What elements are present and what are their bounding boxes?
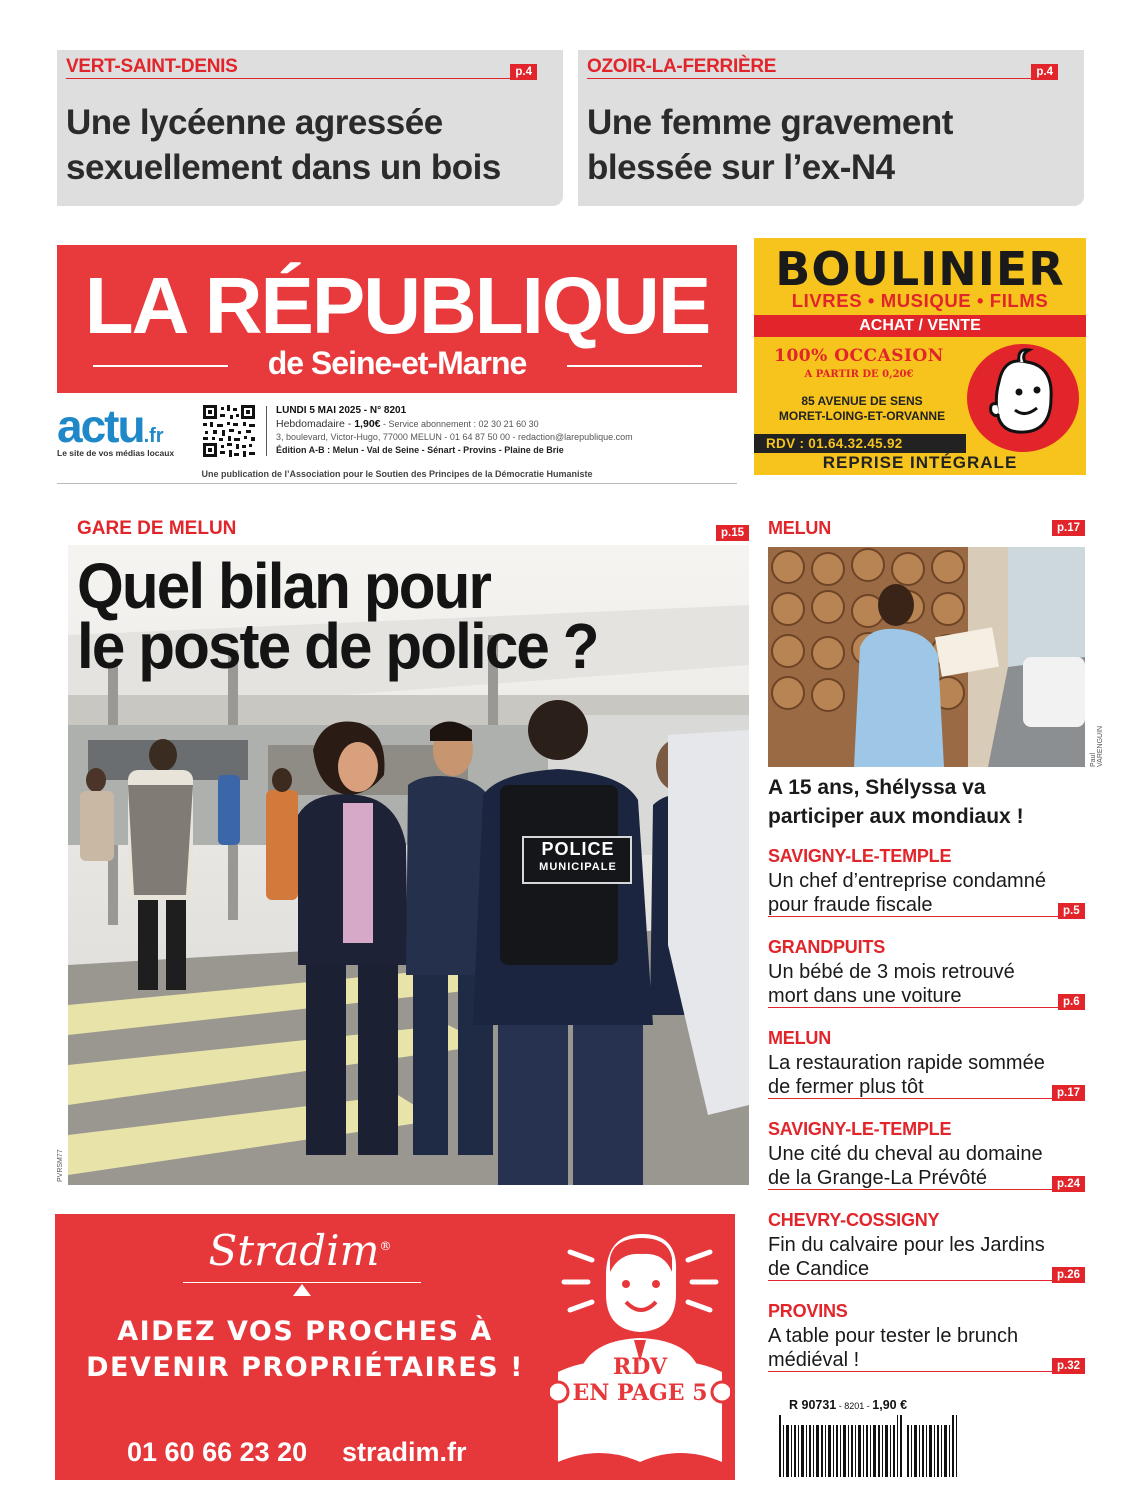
page-ref-badge: p.17: [1052, 1085, 1085, 1101]
brief-kicker: CHEVRY-COSSIGNY: [768, 1210, 940, 1230]
teaser-headline-line: sexuellement dans un bois: [66, 148, 501, 187]
issue-price: 1,90€: [354, 417, 381, 430]
page-ref-badge: p.6: [1058, 994, 1085, 1010]
brief-headline: [768, 960, 1015, 1008]
brief-rule: [768, 1098, 1085, 1099]
boulinier-occasion: 100% OCCASION: [774, 346, 944, 366]
brief-rule: [768, 916, 1085, 917]
issue-frequency: Hebdomadaire -: [276, 417, 355, 430]
boulinier-name: BOULINIER: [775, 242, 1065, 296]
photo-credit: Paul VARENGUIN: [1090, 725, 1104, 767]
brief-rule: [768, 1189, 1085, 1190]
actu-logo-text: actu: [57, 400, 144, 452]
stradim-logo-reg: ®: [379, 1239, 392, 1253]
actu-tagline: Le site de vos médias locaux: [57, 448, 175, 458]
brief-headline-line: pour fraude fiscale: [768, 894, 933, 916]
stradim-slogan-line: AIDEZ VOS PROCHES À: [117, 1316, 493, 1347]
stradim-rdv-line: RDV: [612, 1354, 668, 1380]
teaser-headline: [66, 100, 501, 190]
vest-label: [530, 840, 626, 876]
barcode-label: [789, 1398, 907, 1412]
page-ref-badge: p.26: [1052, 1267, 1085, 1283]
boulinier-phone: RDV : 01.64.32.45.92: [754, 434, 966, 453]
masthead-title: LA RÉPUBLIQUE: [84, 261, 710, 350]
boulinier-address-line: 85 AVENUE DE SENS: [801, 394, 923, 408]
page-ref-badge: p.4: [1031, 64, 1058, 80]
mascot-face-icon: [959, 340, 1084, 457]
brief-headline-line: de fermer plus tôt: [768, 1076, 924, 1098]
main-headline-line: Quel bilan pour: [77, 550, 490, 622]
boulinier-address-line: MORET-LOING-ET-ORVANNE: [778, 409, 946, 423]
stradim-ad[interactable]: [55, 1214, 735, 1480]
teaser-right[interactable]: [578, 50, 1084, 206]
brief-headline-line: A table pour tester le brunch: [768, 1325, 1019, 1347]
boulinier-reprise: REPRISE INTÉGRALE: [822, 453, 1018, 472]
barcode-icon: [779, 1415, 959, 1482]
page-ref-badge: p.4: [510, 64, 537, 80]
stradim-slogan: [55, 1314, 555, 1386]
boulinier-address: [764, 394, 960, 424]
barcode-code: R 90731: [789, 1398, 837, 1412]
teaser-kicker: VERT-SAINT-DENIS: [66, 56, 238, 77]
teaser-headline-line: Une lycéenne agressée: [66, 103, 443, 142]
brief-kicker: GRANDPUITS: [768, 937, 886, 957]
brief-kicker: SAVIGNY-LE-TEMPLE: [768, 1119, 952, 1139]
issue-edition: Édition A-B : Melun - Val de Seine - Sénart - Provins - Plaine de Brie: [276, 444, 564, 455]
issue-address: 3, boulevard, Victor-Hugo, 77000 MELUN - 01 64 87 50 00 - redaction@larepublique.com: [276, 432, 633, 442]
boulinier-bar: ACHAT / VENTE: [754, 315, 1086, 337]
page-ref-badge: p.5: [1058, 903, 1085, 919]
teaser-rule: [66, 78, 533, 79]
stradim-phone[interactable]: 01 60 66 23 20: [127, 1437, 308, 1467]
publisher-rule: [57, 483, 737, 484]
brief-headline-line: médiéval !: [768, 1349, 860, 1371]
photo-credit: PVRSM77: [57, 1149, 64, 1182]
stradim-website-link[interactable]: stradim.fr: [342, 1437, 467, 1467]
teaser-headline-line: Une femme gravement: [587, 103, 953, 142]
page-ref-badge: p.15: [716, 525, 749, 541]
barcode-price: 1,90 €: [872, 1398, 908, 1412]
reader-person-icon: [550, 1222, 730, 1477]
publisher-line: Une publication de l’Association pour le Soutien des Principes de la Démocratie Humaniste: [201, 469, 593, 479]
teaser-left[interactable]: [57, 50, 563, 206]
right-feature-headline[interactable]: [768, 773, 1024, 831]
vest-label-line1: POLICE: [541, 839, 615, 859]
main-story-headline[interactable]: [77, 550, 598, 682]
stradim-rdv-line: EN PAGE 5: [572, 1380, 708, 1406]
brief-kicker: PROVINS: [768, 1301, 848, 1321]
issue-info: [276, 405, 633, 456]
stradim-logo-text: Stradim: [208, 1226, 380, 1275]
teaser-headline: [587, 100, 953, 190]
brief-rule: [768, 1007, 1085, 1008]
page-ref-badge: p.17: [1052, 520, 1085, 536]
brief-headline: [768, 1051, 1045, 1099]
masthead: [57, 245, 737, 393]
brief-headline: [768, 1233, 1045, 1281]
brief-headline-line: Une cité du cheval au domaine: [768, 1143, 1043, 1165]
stradim-logo-triangle: [293, 1284, 311, 1296]
right-feature-kicker: MELUN: [768, 518, 831, 538]
page-ref-badge: p.32: [1052, 1358, 1085, 1374]
stradim-slogan-line: DEVENIR PROPRIÉTAIRES !: [86, 1352, 524, 1383]
brief-headline-line: Un bébé de 3 mois retrouvé: [768, 961, 1015, 983]
masthead-subtitle: de Seine-et-Marne: [267, 345, 527, 381]
barcode-issue: - 8201 -: [836, 1401, 873, 1411]
teaser-rule: [587, 78, 1054, 79]
teaser-kicker: OZOIR-LA-FERRIÈRE: [587, 56, 777, 77]
qr-code-icon[interactable]: [203, 405, 255, 457]
teaser-headline-line: blessée sur l’ex-N4: [587, 148, 895, 187]
brief-kicker: SAVIGNY-LE-TEMPLE: [768, 846, 952, 866]
brief-rule: [768, 1280, 1085, 1281]
brief-kicker: MELUN: [768, 1028, 831, 1048]
brief-headline-line: mort dans une voiture: [768, 985, 962, 1007]
issue-price-line: [276, 418, 633, 432]
right-feature-headline-line: A 15 ans, Shélyssa va: [768, 776, 986, 799]
brief-headline-line: Un chef d’entreprise condamné: [768, 870, 1046, 892]
boulinier-ad[interactable]: [754, 238, 1086, 475]
masthead-line-right: [567, 365, 702, 367]
right-feature-headline-line: participer aux mondiaux !: [768, 805, 1024, 828]
brief-headline-line: de la Grange-La Prévôté: [768, 1167, 988, 1189]
brief-headline: [768, 1142, 1043, 1190]
brief-headline-line: La restauration rapide sommée: [768, 1052, 1045, 1074]
stradim-rdv: [560, 1354, 720, 1406]
vest-label-line2: MUNICIPALE: [539, 861, 617, 873]
brief-headline-line: Fin du calvaire pour les Jardins: [768, 1234, 1045, 1256]
issue-service: - Service abonnement : 02 30 21 60 30: [380, 418, 539, 429]
brief-headline-line: de Candice: [768, 1258, 870, 1280]
brief-headline: [768, 1324, 1018, 1372]
issue-date: LUNDI 5 MAI 2025 - N° 8201: [276, 405, 407, 416]
page-ref-badge: p.24: [1052, 1176, 1085, 1192]
right-feature-photo[interactable]: [768, 547, 1085, 767]
main-headline-line: le poste de police ?: [77, 610, 598, 682]
stradim-logo-rule: [183, 1282, 421, 1283]
brief-headline: [768, 869, 1046, 917]
boulinier-categories: LIVRES • MUSIQUE • FILMS: [791, 290, 1049, 311]
info-separator: [266, 406, 267, 456]
brief-rule: [768, 1371, 1085, 1372]
boulinier-price: A PARTIR DE 0,20€: [804, 369, 914, 380]
main-story-kicker: GARE DE MELUN: [77, 518, 237, 539]
stradim-logo: [175, 1226, 425, 1275]
actu-logo-tld: .fr: [143, 425, 164, 447]
